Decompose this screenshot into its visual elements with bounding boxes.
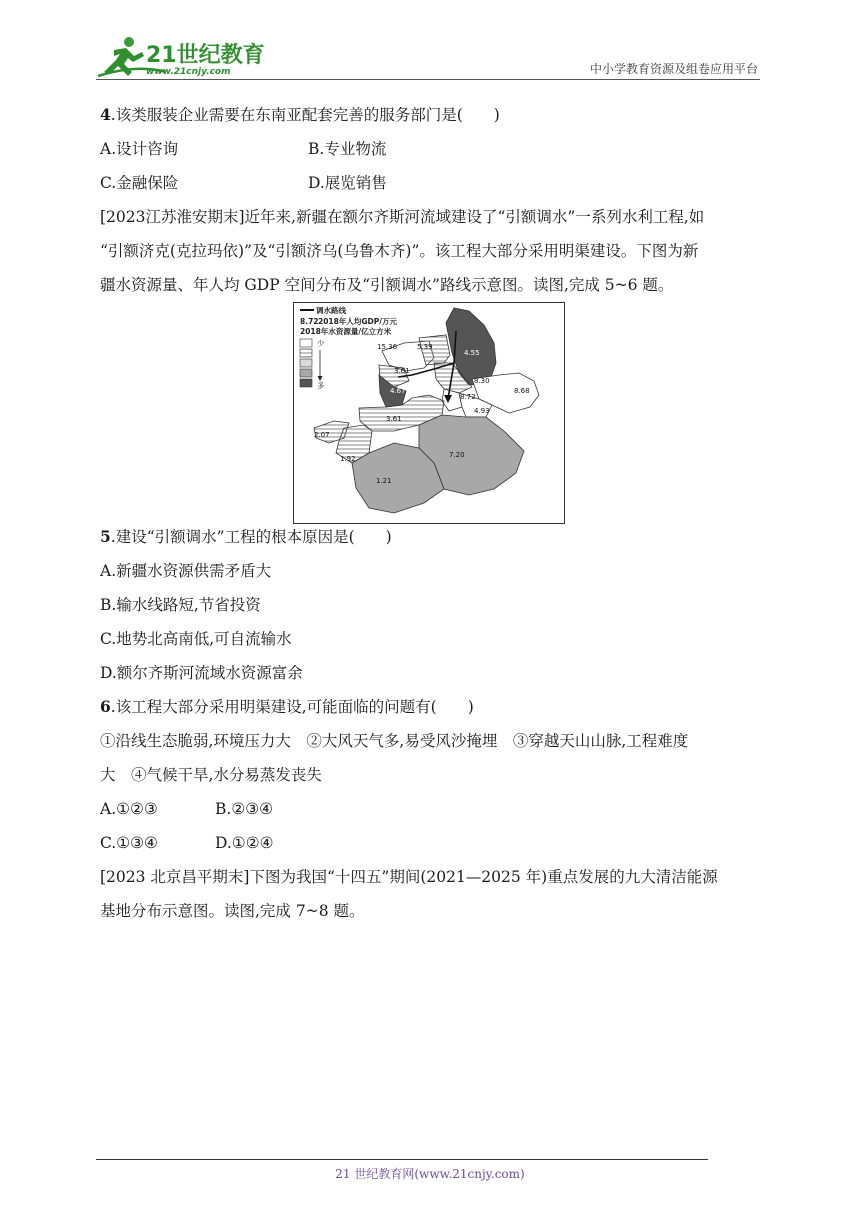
material-1-line-3: 疆水资源量、年人均 GDP 空间分布及“引额调水”路线示意图。读图,完成 5~6 题。 xyxy=(100,276,674,294)
question-6-options-row-2 xyxy=(100,826,764,860)
option-a[interactable]: A.①②③ xyxy=(100,800,158,818)
question-6-statements-2: 大 ④气候干旱,水分易蒸发丧失 xyxy=(100,766,322,784)
xinjiang-map xyxy=(294,303,564,523)
svg-text:8.72: 8.72 xyxy=(300,317,319,326)
map-regions xyxy=(314,308,539,513)
svg-text:5.39: 5.39 xyxy=(417,343,433,351)
svg-text:少: 少 xyxy=(317,339,325,348)
question-6-stem: 6.该工程大部分采用明渠建设,可能面临的问题有( ) xyxy=(100,697,474,716)
option-a[interactable]: A.设计咨询 xyxy=(100,140,179,158)
svg-text:8.72: 8.72 xyxy=(460,393,476,401)
svg-text:2.07: 2.07 xyxy=(314,431,330,439)
svg-text:15.36: 15.36 xyxy=(377,343,398,351)
material-2-line-1: [2023 北京昌平期末]下图为我国“十四五”期间(2021—2025 年)重点发展的九大清洁能源 xyxy=(100,868,718,886)
svg-text:8.68: 8.68 xyxy=(514,387,530,395)
svg-text:3.61: 3.61 xyxy=(386,415,402,423)
xinjiang-map-figure xyxy=(293,302,565,524)
svg-text:2018年水资源量/亿立方米: 2018年水资源量/亿立方米 xyxy=(300,327,392,336)
question-5-stem: 5.建设“引额调水”工程的根本原因是( ) xyxy=(100,527,392,546)
svg-text:4.67: 4.67 xyxy=(390,387,406,395)
option-b[interactable]: B.专业物流 xyxy=(308,140,387,158)
option-b[interactable]: B.②③④ xyxy=(215,800,274,818)
svg-text:3.61: 3.61 xyxy=(394,367,410,375)
question-4-stem: 4.该类服装企业需要在东南亚配套完善的服务部门是( ) xyxy=(100,105,500,124)
svg-text:调水路线: 调水路线 xyxy=(316,306,346,315)
header-divider xyxy=(96,79,760,80)
question-6-statements-1: ①沿线生态脆弱,环境压力大 ②大风天气多,易受风沙掩埋 ③穿越天山山脉,工程难度 xyxy=(100,732,689,750)
footer-link[interactable]: 21 世纪教育网(www.21cnjy.com) xyxy=(335,1167,525,1181)
option-c[interactable]: C.金融保险 xyxy=(100,174,179,192)
option-a[interactable]: A.新疆水资源供需矛盾大 xyxy=(100,562,272,580)
svg-text:多: 多 xyxy=(317,381,325,390)
option-d[interactable]: D.额尔齐斯河流域水资源富余 xyxy=(100,664,303,682)
question-4-options-row-1 xyxy=(100,132,764,166)
svg-text:7.20: 7.20 xyxy=(449,451,465,459)
page-header xyxy=(96,34,760,80)
svg-text:8.30: 8.30 xyxy=(474,377,490,385)
option-b[interactable]: B.输水线路短,节省投资 xyxy=(100,596,261,614)
svg-text:2018年人均GDP/万元: 2018年人均GDP/万元 xyxy=(318,317,397,326)
svg-text:www.21cnjy.com: www.21cnjy.com xyxy=(146,67,231,77)
svg-text:4.55: 4.55 xyxy=(464,349,480,357)
material-2-line-2: 基地分布示意图。读图,完成 7~8 题。 xyxy=(100,902,365,920)
option-d[interactable]: D.①②④ xyxy=(215,834,274,852)
svg-text:4.93: 4.93 xyxy=(474,407,490,415)
option-c[interactable]: C.地势北高南低,可自流输水 xyxy=(100,630,292,648)
question-6-options-row-1 xyxy=(100,792,764,826)
material-1-line-1: [2023江苏淮安期末]近年来,新疆在额尔齐斯河流域建设了“引额调水”一系列水利工程,如 xyxy=(100,208,705,226)
option-d[interactable]: D.展览销售 xyxy=(308,174,387,192)
site-logo xyxy=(96,34,266,80)
platform-name: 中小学教育资源及组卷应用平台 xyxy=(589,62,758,76)
footer-divider xyxy=(96,1159,708,1160)
svg-text:21世纪教育: 21世纪教育 xyxy=(146,43,265,68)
svg-text:1.21: 1.21 xyxy=(376,477,392,485)
question-4-options-row-2 xyxy=(100,166,764,200)
material-1-line-2: “引额济克(克拉玛依)”及“引额济乌(乌鲁木齐)”。该工程大部分采用明渠建设。下图为新 xyxy=(100,242,699,260)
svg-text:1.92: 1.92 xyxy=(340,455,356,463)
option-c[interactable]: C.①③④ xyxy=(100,834,158,852)
